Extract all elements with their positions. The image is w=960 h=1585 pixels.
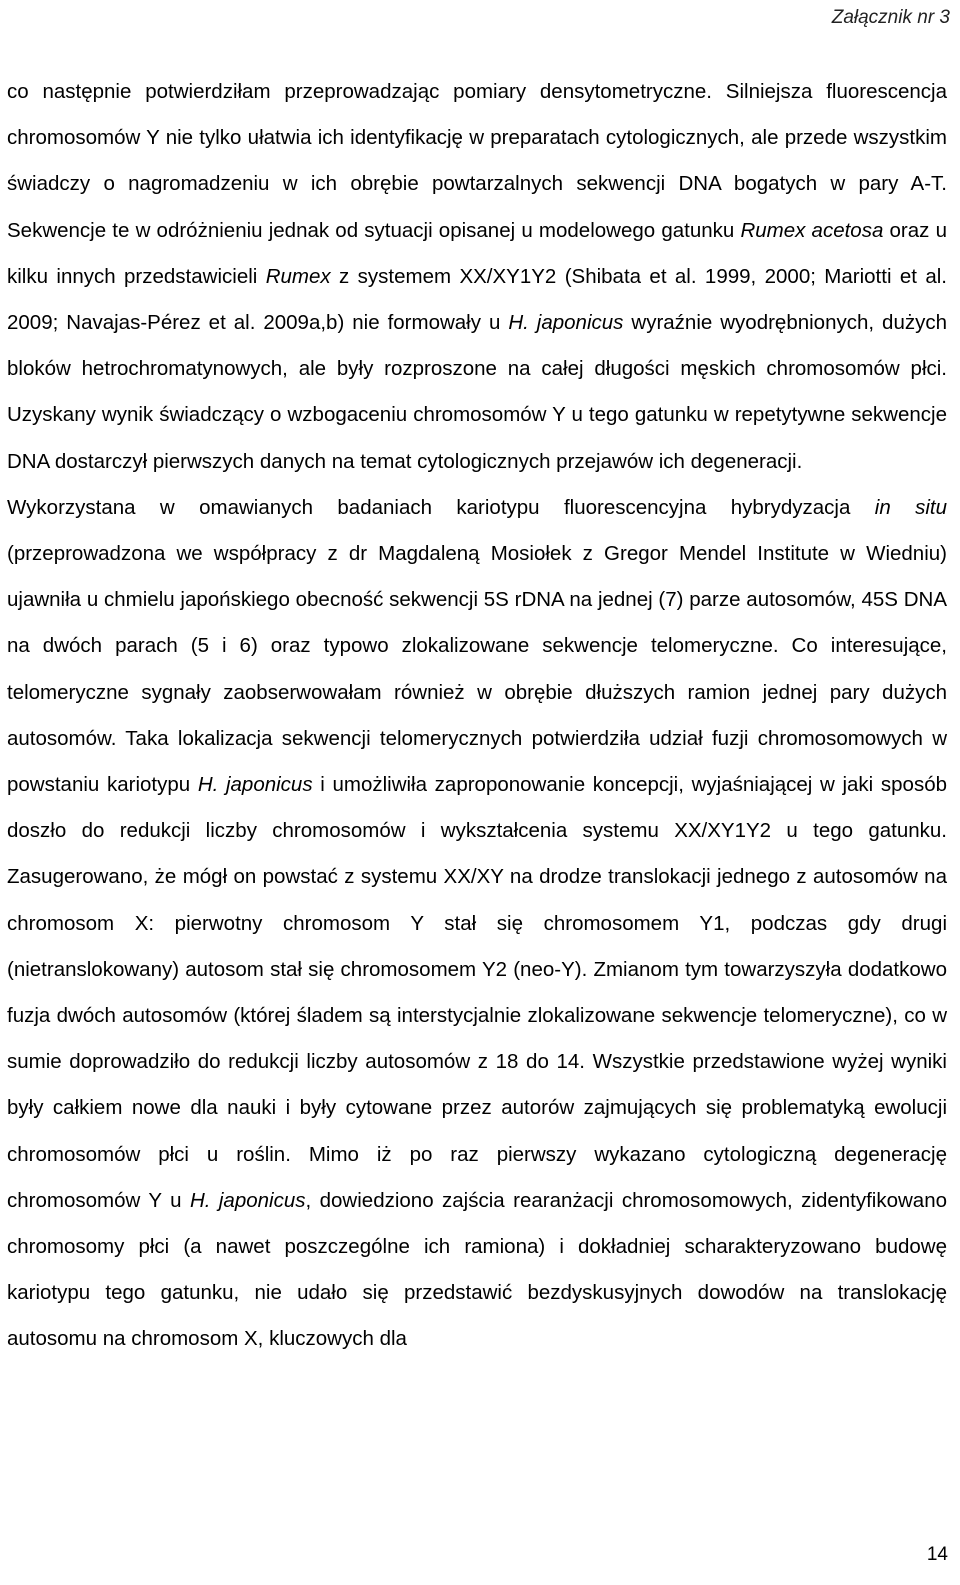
page-number: 14 <box>926 1544 948 1565</box>
italic-species-name: H. japonicus <box>508 311 624 335</box>
text-run: z systemem XX/XY1Y2 (Shibata et al. 1999, 2000; Mariotti et al. 2009; Navajas-Pérez et al. 2009a,b) nie formowały u <box>7 264 948 335</box>
italic-species-name: in situ <box>874 495 947 519</box>
paragraph-1 <box>7 69 947 485</box>
text-run: Wykorzystana w omawianych badaniach kariotypu fluorescencyjna hybrydyzacja <box>7 495 875 519</box>
text-run: wyraźnie wyodrębnionych, dużych bloków hetrochromatynowych, ale były rozproszone na całej długości męskich chromosomów płci. Uzyskany wynik świadczący o wzbogaceniu chromosomów Y u tego gatunku w repetytywne sekwencje DNA dostarczył pierwszych danych na temat cytologicznych przejawów ich degeneracji. <box>7 311 948 473</box>
italic-species-name: Rumex <box>265 264 331 288</box>
text-run: i umożliwiła zaproponowanie koncepcji, wyjaśniającej w jaki sposób doszło do redukcji liczby chromosomów i wykształcenia systemu XX/XY1Y2 u tego gatunku. Zasugerowano, że mógł on powstać z systemu XX/XY na drodze translokacji jednego z autosomów na chromosom X: pierwotny chromosom Y stał się chromosomem Y1, podczas gdy drugi (nietranslokowany) autosom stał się chromosomem Y2 (neo-Y). Zmianom tym towarzyszyła dodatkowo fuzja dwóch autosomów (której śladem są interstycjalnie zlokalizowane sekwencje telomeryczne), co w sumie doprowadziło do redukcji liczby autosomów z 18 do 14. Wszystkie przedstawione wyżej wyniki były całkiem nowe dla nauki i były cytowane przez autorów zajmujących się problematyką ewolucji chromosomów płci u roślin. Mimo iż po raz pierwszy wykazano cytologiczną degenerację chromosomów Y u <box>7 773 947 1212</box>
paragraph-2 <box>7 485 947 1363</box>
italic-species-name: Rumex acetosa <box>740 218 884 242</box>
page-header-annex-label: Załącznik nr 3 <box>831 7 950 28</box>
text-run: oraz u kilku innych przedstawicieli <box>7 218 947 288</box>
italic-species-name: H. japonicus <box>189 1188 306 1212</box>
text-run: , dowiedziono zajścia rearanżacji chromosomowych, zidentyfikowano chromosomy płci (a nawet poszczególne ich ramiona) i dokładniej scharakteryzowano budowę kariotypu tego gatunku, nie udało się przedstawić bezdyskusyjnych dowodów na translokację autosomu na chromosom X, kluczowych dla <box>7 1188 948 1351</box>
text-run: co następnie potwierdziłam przeprowadzając pomiary densytometryczne. Silniejsza fluorescencja chromosomów Y nie tylko ułatwia ich identyfikację w preparatach cytologicznych, ale przede wszystkim świadczy o nagromadzeniu w ich obrębie powtarzalnych sekwencji DNA bogatych w pary A-T. Sekwencje te w odróżnieniu jednak od sytuacji opisanej u modelowego gatunku <box>7 80 947 242</box>
document-body <box>7 69 947 1363</box>
italic-species-name: H. japonicus <box>197 773 313 797</box>
text-run: (przeprowadzona we współpracy z dr Magdaleną Mosiołek z Gregor Mendel Institute w Wiedniu) ujawniła u chmielu japońskiego obecność sekwencji 5S rDNA na jednej (7) parze autosomów, 45S DNA na dwóch parach (5 i 6) oraz typowo zlokalizowane sekwencje telomeryczne. Co interesujące, telomeryczne sygnały zaobserwowałam również w obrębie dłuższych ramion jednej pary dużych autosomów. Taka lokalizacja sekwencji telomerycznych potwierdziła udział fuzji chromosomowych w powstaniu kariotypu <box>7 542 947 797</box>
